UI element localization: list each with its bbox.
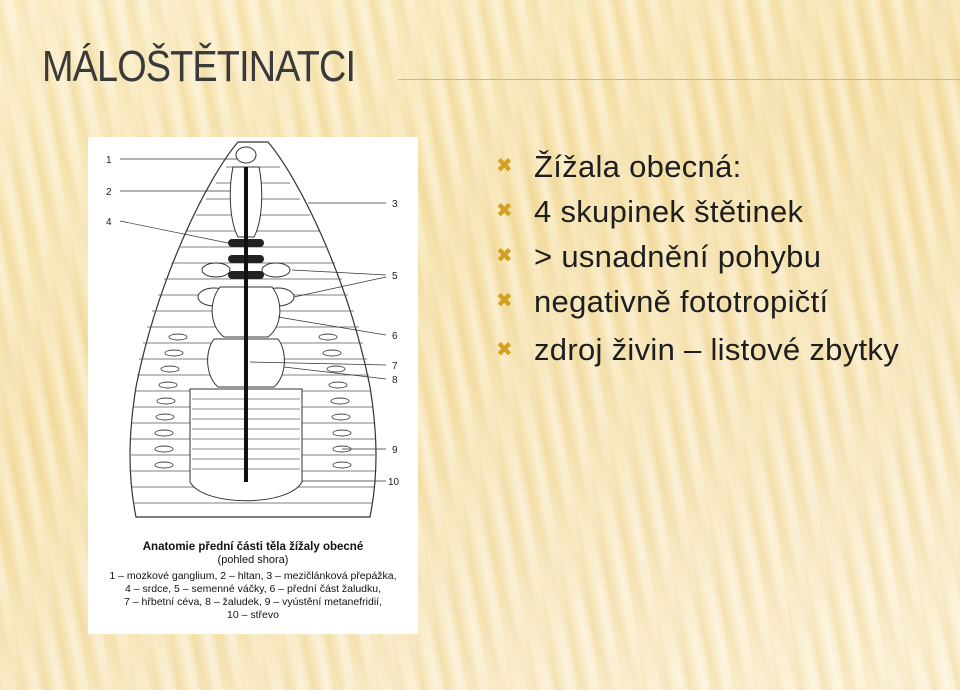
list-item xyxy=(496,234,936,279)
figure-label-6: 6 xyxy=(392,331,398,342)
caption-title: Anatomie přední části těla žížaly obecné xyxy=(142,541,364,553)
list-item xyxy=(496,189,936,234)
legend-line: 10 – střevo xyxy=(227,609,279,621)
legend-line: 1 – mozkové ganglium, 2 – hltan, 3 – mezičlánková přepážka, xyxy=(109,570,397,582)
bullet-list xyxy=(496,144,936,384)
legend-line: 7 – hřbetní céva, 8 – žaludek, 9 – vyústění metanefridií, xyxy=(124,596,382,608)
legend-line: 4 – srdce, 5 – semenné váčky, 6 – přední část žaludku, xyxy=(124,583,382,595)
earthworm-anatomy-figure xyxy=(88,137,418,634)
x-bullet-icon: ✖ xyxy=(496,245,514,267)
figure-label-2: 2 xyxy=(106,187,112,198)
figure-label-3: 3 xyxy=(392,199,398,210)
x-bullet-icon: ✖ xyxy=(496,290,514,312)
list-item xyxy=(496,279,936,324)
bullet-text: > usnadnění pohybu xyxy=(534,239,822,274)
list-item xyxy=(496,144,936,189)
bullet-text: 4 skupinek štětinek xyxy=(534,194,804,229)
figure-label-7: 7 xyxy=(392,361,398,372)
title-divider xyxy=(398,79,960,80)
figure-caption xyxy=(88,541,418,622)
x-bullet-icon: ✖ xyxy=(496,339,514,361)
x-bullet-icon: ✖ xyxy=(496,155,514,177)
figure-label-1: 1 xyxy=(106,155,112,166)
caption-legend xyxy=(88,570,418,622)
figure-label-8: 8 xyxy=(392,375,398,386)
earthworm-diagram xyxy=(88,137,418,537)
figure-label-10: 10 xyxy=(388,477,400,488)
figure-label-9: 9 xyxy=(392,445,398,456)
slide-title: MÁLOŠTĚTINATCI xyxy=(42,42,356,91)
bullet-text: negativně fototropičtí xyxy=(534,284,829,319)
bullet-text: zdroj živin – listové zbytky xyxy=(534,332,900,367)
x-bullet-icon: ✖ xyxy=(496,200,514,222)
bullet-text: Žížala obecná: xyxy=(534,149,742,184)
caption-subtitle: (pohled shora) xyxy=(217,554,289,566)
figure-label-4: 4 xyxy=(106,217,112,228)
list-item xyxy=(496,328,936,372)
figure-label-5: 5 xyxy=(392,271,398,282)
